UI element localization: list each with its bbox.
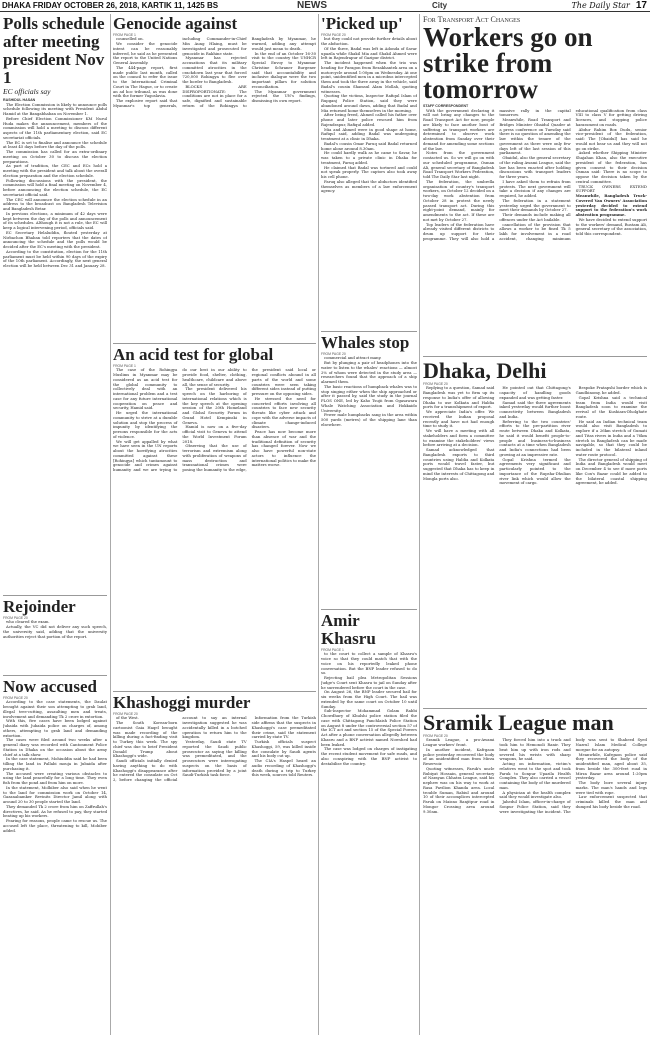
article-body	[321, 37, 417, 194]
paragraph: EC Secretary Helaluddin, flouted yesterday at Nirbachon Bhaban told reporters that the dates of announcing the schedule and the polls would be decided after the EC's meeting with the president.	[3, 229, 107, 250]
paragraph: Gopal Krishna termed the agreements very significant and particularly pointed to the importance of the Rupsha-Dhulian river link which would allow the movement of cargo.	[499, 456, 571, 486]
paragraph: Quoting witnesses, Faruk's uncle Rubiyat Hossain, general secretary of Narayan Chhatra League, said his nephew was on his way to work at Rasa Pavilion Khanda area. Local trouble Suman, Rabiul and around 10 of their accomplices intercepted Faruk on Maisno Ranjitpur road in Mongor Crossing area around 9.30am.	[423, 765, 495, 814]
paragraph: In the case statement, Mohiuddin said he had been tilling the land in Pallabi mouja in Jubaida after purchasing it.	[3, 756, 107, 771]
headline: Now accused	[3, 678, 97, 696]
paragraph: Sub-Inspector Mohammad Golam Rabbi Chowdhury of Khulshi police station filed the case with Chittagong Panchlaish Police Station on August 8 under the controversial section 57 of the ICT act and section 15 of the Special Powers Act after a phone conversation allegedly between Khasru and a BNP activist named Nowshed had been leaked.	[321, 708, 417, 747]
continuation-label: FROM PAGE 20	[321, 352, 346, 356]
paragraph: who cleared the exam.	[6, 619, 50, 625]
paragraph: Top leaders of the federation have already visited different districts to drum up support for their programme. They will also hold a massive rally in the capital tomorrow.	[423, 107, 571, 241]
paragraph: He said an Indian technical team would also visit Bangladesh to explore if a 26km stretch of Gumati and Titas rivers in India and a 76km stretch in Bangladesh can be made navigable, so that they could be included in the bilateral inland water route protocol.	[575, 418, 647, 457]
paragraph: We consider the genocide intent can be reasonably inferred, he said as he presented the report to the United Nations General Assembly.	[113, 41, 178, 66]
masthead: The Daily Star	[571, 1, 630, 10]
paragraph: We have decided to extend support to the workers' demand, Rustam Ali, general secretary of the association, told this correspondent.	[575, 216, 647, 237]
paragraph: After being freed, Ahmed called his father over phone and later police rescued him from Rajendrapur, Rafiqul added.	[321, 112, 417, 127]
article-body	[3, 620, 107, 639]
headline: Khashoggi murder	[113, 694, 251, 712]
subheadline: EC officials say	[3, 87, 51, 96]
paragraph: With the government declaring it will not bring any changes to the Road Transport Act for now, people are likely to face another bout of suffering as transport workers are determined to observe work abstention from Sunday over their demand for amending some sections of the law.	[423, 107, 495, 151]
paragraph: Information from the Turkish side affirms that the suspects in Khashoggi's case premeditated their crime, said the statement carried by state TV.	[251, 715, 316, 740]
paragraph: Turkish officials suspect Khashoggi, 59, was killed inside the consulate by Saudi agents and his body cut up.	[251, 739, 316, 759]
headline: Polls schedule after meeting president Nov 1	[3, 15, 105, 87]
article-polls	[3, 15, 107, 592]
headline: An acid test for global	[113, 346, 274, 364]
continuation-label: FROM PAGE 1	[113, 364, 136, 368]
paragraph: Faruq also alleged that the abductors identified themselves as members of a law enforcement agency.	[321, 178, 417, 194]
headline: 'Picked up'	[321, 15, 403, 33]
paragraph: Notes from the government contacted us. So we will go on with our scheduled programme, Osman Ali, general secretary of Bangladesh Road Transport Workers Federation, told The Daily Star last night.	[423, 150, 495, 180]
paragraph: The basic reactions of humpback whales was to stop singing either when the ship approached or after it passed by, said the study in the journal PLOS ONE, led by Kaho Tsujii from Ogasawara Whale Watching Association and Hokkaido University.	[321, 383, 417, 413]
paragraph: In previous elections, a minimum of 42 days were kept between the day of the polls and announcement of its schedules. Although it is not a rule, the EC will keep a logical intervening period, officials said.	[3, 210, 107, 231]
page-number: 17	[635, 0, 647, 11]
article-body	[423, 109, 647, 242]
paragraph: We appreciate India's offer. We received the Indian proposal recently and have not had enough time to study it.	[423, 409, 495, 429]
divider	[3, 675, 107, 676]
continuation-label: FROM PAGE 1	[321, 648, 344, 652]
paragraph: He stressed the need for concerted efforts involving all countries to face new security threats like cyber attack and cope with the adverse impacts of climate change-induced disasters.	[251, 395, 316, 430]
article-khashoggi	[113, 694, 316, 1033]
paragraph: In the end of an October 16-30 visit to the country the UNHCR Special Envoy to Myanmar Christine Schraner Burgener said that accountability and inclusive dialogue were the two important pillars for solution reconciliation.	[251, 50, 316, 89]
paragraph: Fewer male humpbacks sang in the area within 500 yards (metres) of the shipping lane than elsewhere.	[321, 412, 417, 427]
paragraph: Samad acknowledged that Bangladesh exports to third countries using Haldia and Kolkata ports would travel faster, but suggested that Dhaka has to keep in mind the interests of Chittagong and Mongla ports also.	[423, 447, 495, 481]
article-rejoinder	[3, 598, 107, 672]
article-sramik-league	[423, 712, 647, 1033]
article-body	[423, 738, 647, 814]
article-body	[3, 700, 107, 833]
paragraph: Sramik League, a pro-Awami League workers' front.	[423, 737, 495, 748]
paragraph: BLOCKS ARE DISPROPORTIONATE: The conditions are not in place for a safe, dignified and sustainable return of the Rohingya to Bangladesh by Myanmar, he warned, adding any attempt would just mean to death.	[182, 36, 316, 108]
headline: Rejoinder	[3, 598, 76, 616]
paragraph: The case of the Rohingya Muslims in Myanmar may be considered as an acid test for the global community to collectively deal with an international problem and a test case for any future international cooperation on peace and security, Hamid said.	[113, 367, 178, 411]
paragraph: TRUCK OWNERS EXTEND SUPPORT	[575, 183, 647, 194]
column-rule	[110, 14, 111, 1035]
paragraph: The federation in a statement yesterday urged the government to meet their demands by October 27.	[499, 197, 571, 213]
paragraph: Gopal Krishna said a technical team from India would visit Bangladesh soon to examine the revival of the Kushiara-Dholghate route.	[575, 394, 647, 419]
paragraph: The explosive report said that Myanmar's top generals, including Commander-in-Chief Min Aung Hlaing, must be investigated and prosecuted for genocide in Rakhine state.	[113, 36, 247, 108]
paragraph: Quoting the victims, Inspector Rafiqul Islam of Rupganj Police Station, said they were abandoned around dawn, adding that Badal and Mia returned home themselves in the morning.	[321, 93, 417, 113]
continuation-label: FROM PAGE 20	[113, 712, 138, 716]
paragraph: Jahedul Islam, officer-in-charge of Sonpur Police Station, said they were investigating the incident. The body was sent to Shaheed Syed Nazrul Islam Medical College morgue for an autopsy.	[499, 737, 647, 814]
paragraph: The incident happened when the trio was heading for Paragon from Rezakhantek area on a motorcycle around 1:00pm on Wednesday. At one point, unidentified men in a microbus intercepted them and took the three away in the vehicle, said Badal's cousin Shamsul Alam Mollah, quoting witnesses.	[321, 60, 417, 94]
paragraph: In another incident, Kafrgaon police yesterday recovered the body of an unidentified man from Mirza Reservoir.	[423, 746, 495, 767]
article-body	[113, 716, 316, 783]
continuation-label: FROM PAGE 1	[113, 33, 136, 37]
paragraph: Rejecting bail plea Metropolitan Sessions Judge's Court sent Khasru to jail on Sunday after he surrendered before the court in the case.	[321, 675, 417, 690]
paragraph: commercial and attract many.	[324, 355, 382, 361]
paragraph: The federation, the umbrella organisation of country's transport workers, on October 12 decided on a two-day work abstention from October 28 in protest the newly passed transport act. During this eight-point demand, mainly for amendments to the act. If these are not met by October 27.	[423, 178, 495, 222]
paragraph: The case was lodged on charges of instigating the recent student movement for safe roads, and also conspiring with the BNP activist to destabilise the country.	[321, 746, 417, 766]
divider	[321, 609, 417, 610]
kicker: For Transport Act Changes	[423, 15, 521, 24]
paragraph: Meanwhile, Road Transport and Bridges Minister Obaidul Quader at a press conference on Tuesday said there is no question of amending the law within the tenure of the government as there were only few days left of the last session of this parliament.	[499, 117, 571, 156]
paragraph: Meanwhile, Kafrgaon police said they recovered the body of the unidentified man, aged about 35, from beside the 300-feet road in Mirza Bazar area around 1:20pm yesterday.	[575, 751, 647, 781]
paragraph: The Myanmar government rejected the UN's findings, dismissing its own report.	[251, 88, 316, 104]
article-workers-strike	[423, 15, 647, 353]
paragraph: Meanwhile, Bangladesh Truck-Covered Van Owners' Association yesterday decided to extend support to the federation's work abstention programme.	[575, 193, 647, 218]
byline: STAFF CORRESPONDENT	[423, 104, 469, 108]
paragraph: Mia and Ahmed were in good shape at home, Rafiqul said, adding Badal was undergoing treatment at a clinic in Dhaka.	[321, 126, 417, 142]
paragraph: He urged the international community to strive at a durable solution and stop the process of impunity by identifying the persons responsible for the acts of violence.	[113, 410, 178, 439]
paragraph: Badal's cousin Omar Faruq said Badal returned home alone around 8.30am.	[321, 140, 417, 151]
paragraph: The CEC will announce the election schedule in an address to the broadcast on Bangladesh Television and Bangladesh Betar.	[3, 196, 107, 212]
paragraph: Referring to the two countries' efforts to the pre-partition river route between Dhaka and Kolkata, he said it would benefit people-to-people and business-to-business contacts at a time when Bangladesh and India's connections had been growing at an impressive rate.	[499, 418, 571, 457]
paragraph: Observing that the use of terrorism and extremism along with proliferation of weapons of mass destruction and transnational crimes were posing the humanity to the edge, the president said local or regional conflicts abound in all parts of the world and some countries were seen taking different sides instead of putting pressure on the opposing sides.	[182, 367, 316, 473]
paragraph: of the West.	[116, 715, 139, 721]
headline: Sramik League man	[423, 712, 614, 735]
article-body	[113, 37, 316, 108]
paragraph: Yesterday, Saudi state TV reported the Saudi public prosecutor as saying the killing was premeditated, and the prosecutors were interrogating suspects on the basis of information provided by a joint Saudi-Turkish task force.	[182, 739, 247, 778]
paragraph: On August 26, the BNP leader secured bail for six weeks from the High Court. The bail was extended by the same court on October 10 until Sunday.	[321, 689, 417, 709]
paragraph: Myanmar has rejected accusations that its military committed atrocities in the crackdown last year that forced 720,000 Rohingya to flee over the border to Bangladesh.	[182, 55, 247, 85]
article-body	[3, 103, 107, 269]
article-body	[321, 356, 417, 427]
byline: RASHIDUL HASAN	[3, 98, 36, 102]
paragraph: Abdur Rahim Box Dudu, senior vice-president of the federation, said: The [Obaidul] has said he would not hear us and they will not go on strike.	[575, 126, 647, 151]
paragraph: Law enforcement suspected that criminals killed the man and dumped his body beside the road.	[575, 794, 647, 809]
paragraph: The commission has called for an extra-ordinary meeting on October 30 to discuss the election preparations.	[3, 149, 107, 164]
article-picked-up	[321, 15, 417, 328]
paragraph: Acting on information, victim's relatives went to the spot and took Faruk to Sonpur Upazila Health Complex. They also carried a vessel containing the body of the murdered man.	[499, 761, 571, 790]
article-body	[113, 368, 316, 473]
article-body	[423, 386, 647, 486]
paragraph: Asked whether Shipping Minister Shajahan Khan, also the executive president of the federation, has given consent to their decision Osman said: There is no scope to oppose the decision taken by the central committee.	[575, 150, 647, 184]
paragraph: Following discussions with the president, the commission will hold a final meeting on November 4, before announcing the election schedule, the EC secretariat official said.	[3, 177, 107, 197]
paragraph: He could hardly walk as he came to Savar, he was taken to a private clinic in Dhaka for treatment, Faruq added.	[321, 150, 417, 165]
paragraph: but they could not provide further details about the abduction.	[321, 36, 417, 47]
paragraph: cancellation of the provision that allows a worker to be fined Tk 5 lakh for involvement in a road accident, changing minimum educational qualification from class VIII to class V for getting driving licences, and stopping police harassment on roads.	[499, 107, 647, 241]
paragraph: I have asked them to refrain from protests. The next government will take a decision if any changes are required, he added.	[499, 178, 571, 199]
article-now-accused	[3, 678, 107, 1033]
paragraph: In the statement, Molhiber also said when he went to the land for commission work on October 14, Gazanabamker Revinits Director Jamil along with around 20 to 30 people started the land.	[3, 784, 107, 805]
paragraph: As part of tradition, the CEC and ECs hold a meeting with the president and talk about the overall election preparation and the election schedule.	[3, 163, 107, 178]
article-amir-khasru	[321, 612, 417, 1033]
paragraph: He pointed out that Chittagong's capacity of handling goods expanded and was getting faster.	[499, 385, 571, 400]
article-dhaka-delhi	[423, 360, 647, 705]
paragraph: Fearing for reasons, people came to rescue us. The accused left the place, threatening to kill, Mohiber added.	[3, 818, 107, 833]
section-city: City	[432, 1, 448, 10]
divider	[113, 343, 316, 344]
divider	[321, 331, 417, 332]
paragraph: The CIA's Haspel heard an audio recording of Khashoggi's death during a trip to Turkey this week, sources told Reuters.	[251, 758, 316, 778]
paragraph: Obaidul, also the general secretary of the ruling Awami League, said the law has been enacted after holding discussions with transport leaders for three years.	[499, 155, 571, 180]
dateline: DHAKA FRIDAY OCTOBER 26, 2018, KARTIK 11, 1425 BS	[2, 1, 219, 10]
paragraph: The South Korean-born cartoonist Gaia Haqel brought was made recording of the killing during a fact-finding visit to Turkey this week. The spy chief was due to brief President Donald Trump about Khashoggi's wide.	[113, 720, 178, 759]
paragraph: to the court to collect a sample of Khasru's voice so that they could match that with the voice on his reportedly leaked phone conversation. But the BNP leader refused to do so.	[321, 651, 417, 676]
paragraph: The EC is set to finalise and announce the schedule at least 45 days before the day of the polls.	[3, 139, 107, 150]
paragraph: The accused were creating various obstacles to using the land peacefully for a long time. They even fish from the pond and from him on more.	[3, 770, 107, 786]
headline: Amir Khasru	[321, 612, 376, 648]
headline: Workers go on strike from tomorrow	[423, 22, 593, 104]
paragraph: The president delivered his speech on the harboring of international relations which is the key speech at the opening session of the 20th Homeland and Global Security Forum in Grand Hotel Kempinski in Geneva.	[182, 386, 247, 425]
page-header	[0, 0, 650, 12]
continuation-label: FROM PAGE 20	[423, 382, 448, 386]
paragraph: The Election Commission is likely to announce polls schedule following its meeting with President Abdul Hamid at the Bangabhaban on November 1.	[3, 101, 107, 117]
masthead-and-page	[571, 0, 647, 11]
paragraph: Bespoke Pratapshi border which is Gandhinomy, he added.	[575, 385, 647, 396]
paragraph: According to the constitution, election for the 11th parliament must be held within 90 days of the expiry of the 10th parliament. Accordingly, the next general election will be held between Dec 31 and January 28.	[3, 248, 107, 269]
column-rule	[318, 14, 319, 1035]
paragraph: A physician at the health complex said they would investigate also.	[499, 789, 571, 800]
paragraph: The cases were filed around two weeks after a general diary was recorded with Cantonment Police Station in Dhaka on the occasion about the army chief at a talk show.	[3, 737, 107, 757]
divider	[3, 595, 107, 596]
continuation-label: FROM PAGE 20	[423, 734, 448, 738]
paragraph: According to the case statements, the Daulat brought against their son attempting to grab land, illegal tree-cutting, assaulting men and treats, involvement and demanding Tk 2 crore in extortion.	[3, 699, 107, 719]
article-whales	[321, 334, 417, 606]
paragraph: Their demands include making all offences under the Act bailable.	[499, 212, 571, 222]
continuation-label: FROM PAGE 20	[3, 616, 28, 620]
section-name: NEWS	[297, 0, 327, 11]
paragraph: The director general of shipping of India and Bangladesh would meet on December 4 to see if more ports like Cox's Bazar could be added to the bilateral coastal shipping agreement, he added.	[575, 456, 647, 486]
column-rule	[419, 14, 420, 1035]
article-genocide	[113, 15, 316, 340]
continuation-label: FROM PAGE 20	[3, 696, 28, 700]
paragraph: Of the three, Badal was left in Adonda of Savar upazila while Shakil Mia and Shakil Ahmed were left in Rajendrapur of Gazipur district.	[321, 45, 417, 61]
paragraph: Samad said the three agreements inked yesterday would further boost connectivity between Bangladesh and India.	[499, 399, 571, 419]
paragraph: We will have a meeting with all stakeholders and form a committee to examine the stakeholders' views before arriving at a decision.	[423, 428, 495, 448]
divider	[423, 708, 647, 709]
paragraph: But by plunging a pair of headphones into the water to listen to the whales' reactions — almost 2% of whom were detected in the study area — researchers found that the approach of a ship alarmed them.	[321, 360, 417, 385]
continuation-label: FROM PAGE 20	[321, 33, 346, 37]
headline: Whales stop	[321, 334, 410, 352]
paragraph: They demanded Tk 2 crore from him on Zaffrullah's directives, he said. As he refused to pay, they started beating up his workers.	[3, 803, 107, 819]
paragraph: He claimed that Badal was tortured and could not speak properly. The captors also took away his cell phone.	[321, 164, 417, 180]
article-body	[321, 652, 417, 766]
paragraph: The 444-page report, first made public last month, called on the council to refer the issue to the International Criminal Court in The Hague, or to create an ad hoc tribunal, as was done with the former Yugoslavia.	[113, 64, 178, 99]
paragraph: They forced him into a truck and took him to Hemonoli Ranir. They beat him up with iron rods and severed his wrists with sharp weapons, he said.	[499, 737, 571, 762]
divider	[423, 356, 647, 357]
headline: Dhaka, Delhi	[423, 360, 547, 383]
paragraph: We will get appalled by what we have seen in the UN reports about the horrifying atrocities committed against these [Rohingya] which tantamount to genocide and crimes against humanity and we are trying to do our best in our ability to provide food, shelter, clothing, healthcare, childcare and above all, the sense of security.	[113, 367, 247, 473]
paragraph: Actually, the VC did not deliver any such speech, the university said, adding that the university authorities reject that portion of the report.	[3, 624, 107, 639]
paragraph: Peace has now become more than absence of war and the traditional definition of security has changed forever. Now we also have powerful non-state actors to influence the international politics to make the matters worse.	[251, 429, 316, 468]
paragraph: Hamid is now on a five-day official visit to Geneva to attend the World Investment Forum 2018.	[182, 424, 247, 444]
paragraph: Replying to a question, Samad said Bangladesh was yet to firm up its response to India's offer of allowing Dhaka to use Kolkata and Haldia ports for a transshipment of export.	[423, 385, 495, 410]
article-acid-test	[113, 346, 316, 688]
paragraph: Before Chief Election Commissioner KM Nurul Huda makes the announcement, members of the commission will hold a meeting to discuss different aspects of the 11th parliamentary election, said EC secretariat officials.	[3, 115, 107, 140]
paragraph: The body bore several injury marks. The man's hands and legs were tied with rope.	[575, 780, 647, 795]
headline: Genocide against	[113, 15, 238, 33]
paragraph: With this, five cases have been lodged against Jubaida with Jubaida police on charges of, among others, attempting to grab land and demanding extortion.	[3, 718, 107, 738]
paragraph: Saudi officials initially denied having anything to do with Khashoggi's disappearance after he entered the consulate on Oct 2, before changing the official account to say an internal investigation suggested he was accidentally killed in a botched operation to return him to the kingdom.	[113, 715, 247, 783]
paragraph: counselled on.	[116, 36, 144, 42]
divider	[113, 691, 316, 692]
